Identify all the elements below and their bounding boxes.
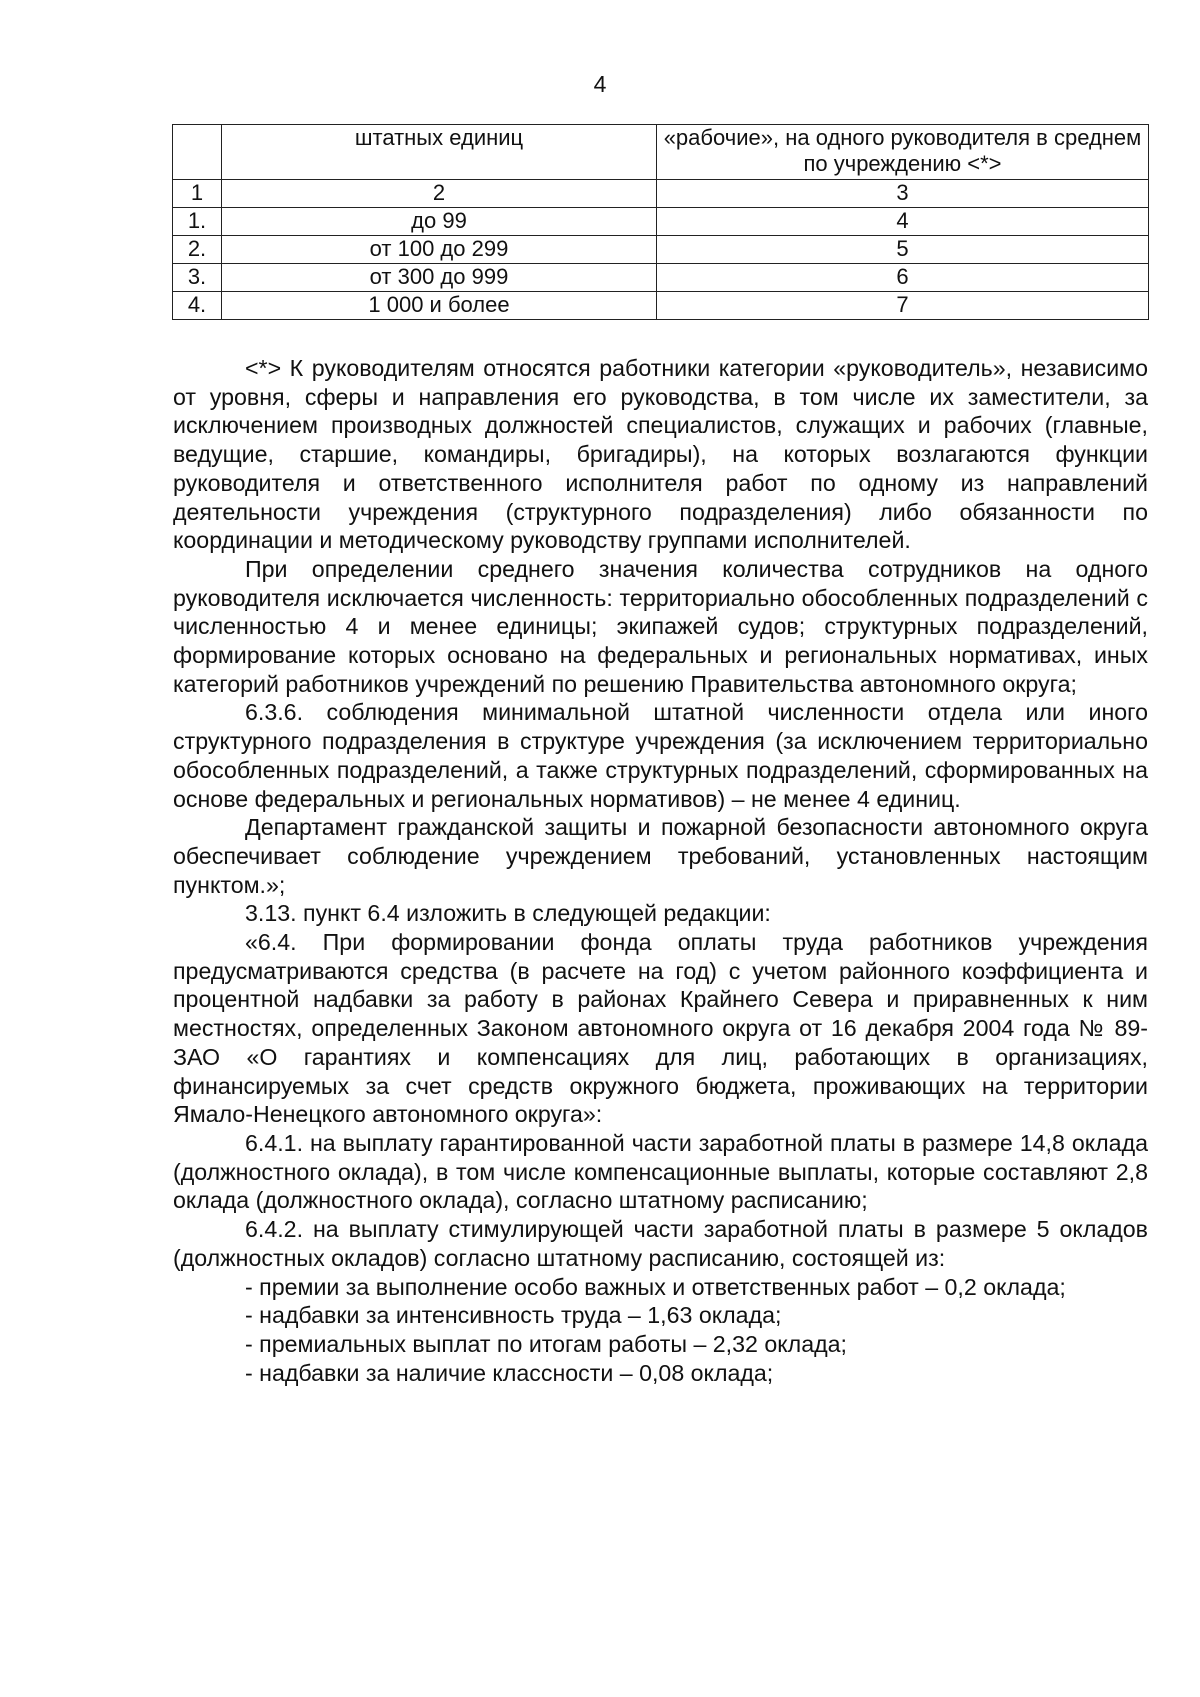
table-header-cell: штатных единиц	[222, 125, 657, 180]
body-paragraph: 6.4.2. на выплату стимулирующей части заработной платы в размере 5 окладов (должностных окладов) согласно штатному расписанию, состоящей из:	[173, 1216, 1148, 1271]
body-paragraph: 3.13. пункт 6.4 изложить в следующей редакции:	[245, 900, 771, 927]
list-item: - премии за выполнение особо важных и ответственных работ – 0,2 оклада;	[245, 1273, 1066, 1300]
table-cell: 3	[657, 180, 1149, 208]
document-body	[173, 354, 1148, 1387]
body-paragraph: 6.4.1. на выплату гарантированной части заработной платы в размере 14,8 оклада (должностного оклада), в том числе компенсационные выплаты, которые составляют 2,8 оклада (должностного оклада), согласно штатному расписанию;	[173, 1129, 1148, 1214]
table-cell: от 100 до 299	[222, 236, 657, 264]
table-cell: 7	[657, 292, 1149, 320]
table-cell: 4	[657, 208, 1149, 236]
staff-ratio-table	[172, 124, 1149, 320]
table-column-numbering-row	[173, 180, 1149, 208]
body-paragraph: 6.3.6. соблюдения минимальной штатной численности отдела или иного структурного подразделения в структуре учреждения (за исключением территориально обособленных подразделений, а также структурных подразделений, сформированных на основе федеральных и региональных нормативов) – не менее 4 единиц.	[173, 699, 1148, 812]
table-header-row	[173, 125, 1149, 180]
list-item: - надбавки за наличие классности – 0,08 оклада;	[245, 1359, 774, 1386]
table-cell: 1.	[173, 208, 222, 236]
table-row	[173, 208, 1149, 236]
page-number: 4	[593, 71, 607, 97]
table-cell: 3.	[173, 264, 222, 292]
table-cell: 5	[657, 236, 1149, 264]
table-cell: от 300 до 999	[222, 264, 657, 292]
footnote-paragraph: <*> К руководителям относятся работники категории «руководитель», независимо от уровня, сферы и направления его руководства, в том числе их заместители, за исключением производных должностей специалистов, служащих и рабочих (главные, ведущие, старшие, командиры, бригадиры), на которых возлагаются функции руководителя и ответственного исполнителя работ по одному из направлений деятельности учреждения (структурного подразделения) либо обязанности по координации и методическому руководству группами исполнителей.	[173, 355, 1148, 554]
table-header-cell: «рабочие», на одного руководителя в среднем по учреждению <*>	[657, 125, 1149, 180]
table-cell: до 99	[222, 208, 657, 236]
body-paragraph: При определении среднего значения количества сотрудников на одного руководителя исключается численность: территориально обособленных подразделений с численностью 4 и менее единицы; экипажей судов; структурных подразделений, формирование которых основано на федеральных и региональных нормативах, иных категорий работников учреждений по решению Правительства автономного округа;	[173, 555, 1148, 697]
table-row	[173, 292, 1149, 320]
list-item: - премиальных выплат по итогам работы – 2,32 оклада;	[245, 1330, 847, 1357]
table-cell: 1 000 и более	[222, 292, 657, 320]
table-row	[173, 236, 1149, 264]
table-header-cell	[173, 125, 222, 180]
body-paragraph: Департамент гражданской защиты и пожарной безопасности автономного округа обеспечивает соблюдение учреждением требований, установленных настоящим пунктом.»;	[173, 814, 1148, 898]
list-item: - надбавки за интенсивность труда – 1,63 оклада;	[245, 1302, 782, 1329]
table-cell: 4.	[173, 292, 222, 320]
table-row	[173, 264, 1149, 292]
body-paragraph: «6.4. При формировании фонда оплаты труда работников учреждения предусматриваются средства (в расчете на год) с учетом районного коэффициента и процентной надбавки за работу в районах Крайнего Севера и приравненных к ним местностях, определенных Законом автономного округа от 16 декабря 2004 года № 89-ЗАО «О гарантиях и компенсациях для лиц, работающих в организациях, финансируемых за счет средств окружного бюджета, проживающих на территории Ямало-Ненецкого автономного округа»:	[173, 929, 1148, 1128]
table-cell: 6	[657, 264, 1149, 292]
table-cell: 2.	[173, 236, 222, 264]
table-cell: 1	[173, 180, 222, 208]
table-cell: 2	[222, 180, 657, 208]
